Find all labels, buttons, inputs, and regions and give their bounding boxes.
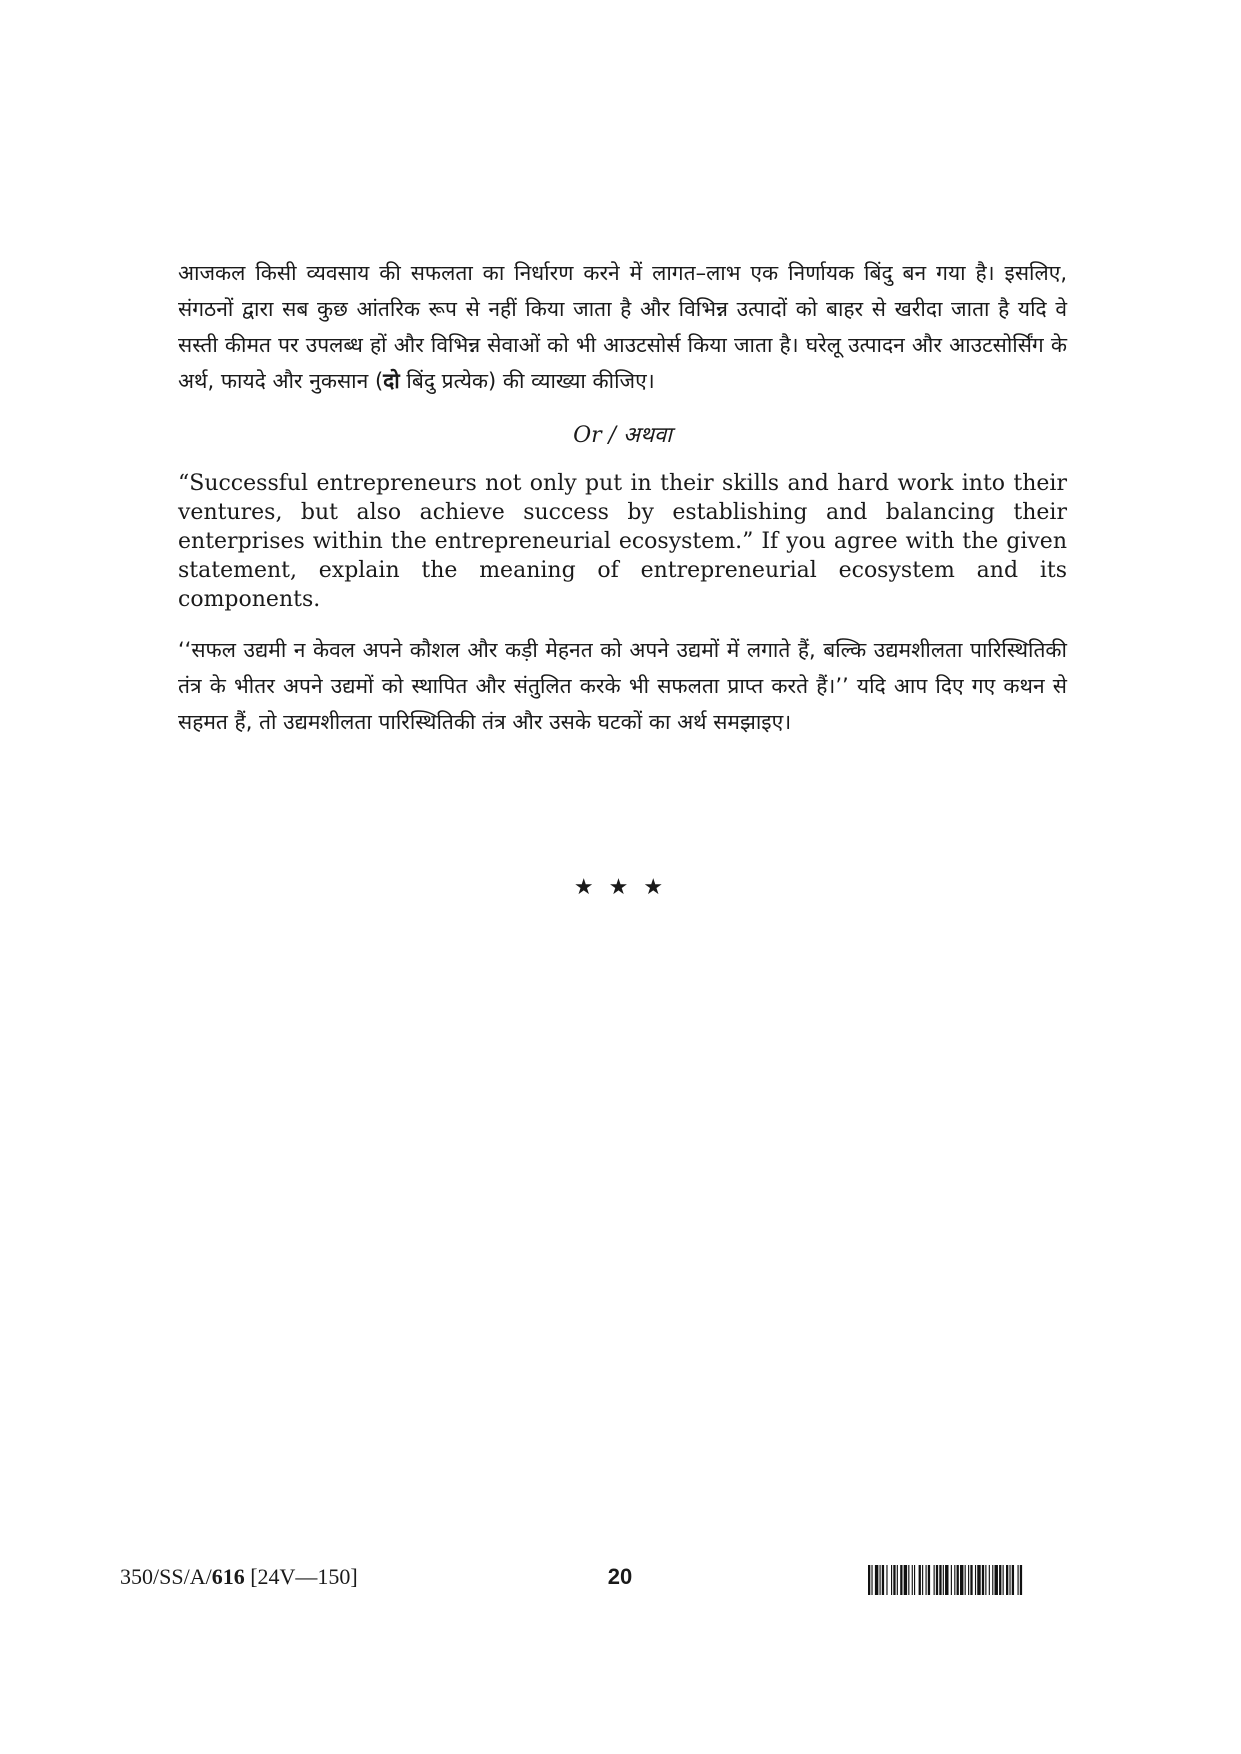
paper-code — [120, 1561, 358, 1593]
page-number: 20 — [607, 1564, 633, 1589]
barcode-bar — [995, 1565, 998, 1595]
barcode-bar — [886, 1565, 887, 1595]
barcode-bar — [919, 1565, 921, 1595]
english-question-paragraph: “Successful entrepreneurs not only put in their skills and hard work into their ventures, but also achieve success by establishing and balancing their enterprises within the entrepreneurial ecosystem.” If you agree with the given statement, explain the meaning of entrepreneurial ecosystem and its components. — [178, 471, 1067, 612]
barcode-bar — [1018, 1565, 1019, 1595]
barcode-bar — [989, 1565, 990, 1595]
barcode-bar — [982, 1565, 984, 1595]
barcode-bar — [968, 1565, 969, 1595]
barcode-bar — [875, 1565, 878, 1595]
barcode-bar — [897, 1565, 898, 1595]
barcode-icon — [868, 1565, 1123, 1595]
barcode-bar — [893, 1565, 895, 1595]
end-of-paper-stars: ★ ★ ★ — [573, 875, 668, 900]
barcode-bar — [957, 1565, 959, 1595]
barcode-bar — [922, 1565, 923, 1595]
barcode-bar — [977, 1565, 980, 1595]
barcode-bar — [871, 1565, 872, 1595]
hindi-text-part-1: आजकल किसी व्यवसाय की सफलता का निर्धारण करने में लागत–लाभ एक निर्णायक बिंदु बन गया है। इसलिए, संगठनों द्वारा सब कुछ आंतरिक रूप से नहीं किया जाता है और विभिन्न उत्पादों को बाहर से खरीदा जाता है यदि वे सस्ती कीमत पर उपलब्ध हों और विभिन्न सेवाओं को भी आउटसोर्स किया जाता है। घरेलू उत्पादन और आउटसोर्सिंग के अर्थ, फायदे और नुकसान ( — [178, 261, 1067, 393]
barcode-bar — [1003, 1565, 1004, 1595]
barcode-bar — [891, 1565, 892, 1595]
hindi-text-part-2: बिंदु प्रत्येक) की व्याख्या कीजिए। — [399, 369, 655, 393]
barcode-bar — [943, 1565, 944, 1595]
barcode-bar — [992, 1565, 993, 1595]
barcode-bar — [934, 1565, 935, 1595]
barcode-bar — [999, 1565, 1001, 1595]
barcode-bar — [900, 1565, 902, 1595]
barcode-bar — [960, 1565, 963, 1595]
barcode-bar — [970, 1565, 972, 1595]
barcode-bar — [945, 1565, 948, 1595]
or-divider: Or / अथवा — [573, 423, 672, 448]
barcode-bar — [975, 1565, 976, 1595]
barcode-bar — [1006, 1565, 1008, 1595]
question-content — [178, 255, 1067, 740]
page-footer — [0, 1561, 1241, 1601]
barcode-bar — [1012, 1565, 1014, 1595]
barcode-bar — [926, 1565, 927, 1595]
barcode-bar — [882, 1565, 884, 1595]
barcode-bar — [914, 1565, 915, 1595]
barcode-bar — [868, 1565, 870, 1595]
barcode-bar — [1020, 1565, 1022, 1595]
barcode-bar — [904, 1565, 907, 1595]
barcode-bar — [936, 1565, 938, 1595]
paper-code-suffix: [24V—150] — [244, 1564, 358, 1589]
barcode-bar — [954, 1565, 955, 1595]
barcode-bar — [965, 1565, 966, 1595]
barcode-bar — [908, 1565, 909, 1595]
barcode-bar — [928, 1565, 930, 1595]
barcode-bar — [951, 1565, 952, 1595]
hindi-question-paragraph — [178, 255, 1067, 399]
barcode-bar — [912, 1565, 913, 1595]
barcode-bar — [880, 1565, 881, 1595]
hindi-bold-word: दो — [383, 369, 400, 393]
barcode-bar — [1009, 1565, 1010, 1595]
barcode-bar — [985, 1565, 986, 1595]
paper-code-prefix: 350/SS/A/ — [120, 1564, 212, 1589]
paper-code-bold: 616 — [211, 1564, 245, 1589]
barcode-bar — [939, 1565, 941, 1595]
hindi-question-paragraph-2: ‘‘सफल उद्यमी न केवल अपने कौशल और कड़ी मेहनत को अपने उद्यमों में लगाते हैं, बल्कि उद्यमशीलता पारिस्थितिकी तंत्र के भीतर अपने उद्यमों को स्थापित और संतुलित करके भी सफलता प्राप्त करते हैं।’’ यदि आप दिए गए कथन से सहमत हैं, तो उद्यमशीलता पारिस्थितिकी तंत्र और उसके घटकों का अर्थ समझाइए। — [178, 638, 1067, 734]
